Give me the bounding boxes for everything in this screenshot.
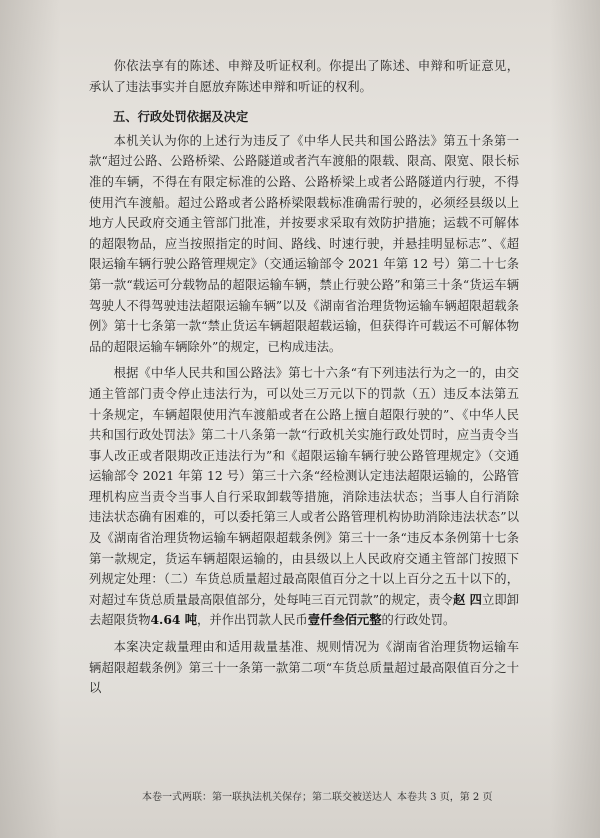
paragraph-penalty-decision xyxy=(89,363,519,631)
paragraph-discretion: 本案决定裁量理由和适用裁量基准、规则情况为《湖南省治理货物运输车辆超限超载条例》第三十一条第一款第二项“车货总质量超过最高限值百分之十以 xyxy=(89,640,519,696)
penalty-text-end: 的行政处罚。 xyxy=(381,613,456,628)
paragraph-legal-basis: 本机关认为你的上述行为违反了《中华人民共和国公路法》第五十条第一款“超过公路、公路桥梁、公路隧道或者汽车渡船的限载、限高、限宽、限长标准的车辆，不得在有限定标准的公路、公路桥梁上或者公路隧道内行驶，不得使用汽车渡船。超过公路或者公路桥梁限载标准确需行驶的，必须经县级以上地方人民政府交通主管部门批准，并按要求采取有效防护措施；运载不可解体的超限物品，应当按照指定的时间、路线、时速行驶，并悬挂明显标志”、《超限运输车辆行驶公路管理规定》（交通运输部令 2021 年第 12 号）第二十七条第一款“载运可分载物品的超限运输车辆，禁止行驶公路”和第三十条“货运车辆驾驶人不得驾驶违法超限运输车辆”以及《湖南省治理货物运输车辆超限超载条例》第十七条第一款“禁止货运车辆超限超载运输，但获得许可载运不可解体物品的超限运输车辆除外”的规定，已构成违法。 xyxy=(89,133,519,354)
fine-amount: 壹仟叁佰元整 xyxy=(307,612,382,628)
penalty-text-after-name: 立即卸去超限货物 xyxy=(89,592,519,628)
intro-paragraph: 你依法享有的陈述、申辩及听证权利。你提出了陈述、申辩和听证意见，承认了违法事实并自愿放弃陈述申辩和听证的权利。 xyxy=(89,59,519,94)
page-shadow-left xyxy=(0,0,60,838)
penalty-text-before-name: 根据《中华人民共和国公路法》第七十六条“有下列违法行为之一的，由交通主管部门责令停止违法行为，可以处三万元以下的罚款（五）违反本法第五十条规定，车辆超限使用汽车渡船或者在公路上擅自超限行驶的”、《中华人民共和国行政处罚法》第二十八条第一款“行政机关实施行政处罚时，应当责令当事人改正或者限期改正违法行为”和《超限运输车辆行驶公路管理规定》（交通运输部令 2021 年第 12 号）第三十六条“经检测认定违法超限运输的，公路管理机构应当责令当事人自行采取卸载等措施，消除违法状态；当事人自行消除违法状态确有困难的，可以委托第三人或者公路管理机构协助消除违法状态”以及《湖南省治理货物运输车辆超限超载条例》第三十一条“违反本条例第十七条第一款规定，货运车辆超限运输的，由县级以上人民政府交通主管部门按照下列规定处理：（二）车货总质量超过最高限值百分之十以上百分之五十以下的，对超过车货总质量最高限值部分，处每吨三百元罚款”的规定，责令 xyxy=(89,366,519,607)
document-body xyxy=(89,56,519,699)
footer-copies-note: 本卷一式两联：第一联执法机关保存；第二联交被送达人 xyxy=(142,792,392,803)
page-shadow-right xyxy=(550,0,600,838)
section-title: 五、行政处罚依据及决定 xyxy=(113,110,249,125)
footer-page-number: 本卷共 3 页，第 2 页 xyxy=(397,792,493,803)
penalty-text-mid: ，并作出罚款人民币 xyxy=(197,613,308,628)
party-name: 赵 四 xyxy=(453,591,483,607)
overload-amount: 4.64 吨 xyxy=(150,612,198,628)
